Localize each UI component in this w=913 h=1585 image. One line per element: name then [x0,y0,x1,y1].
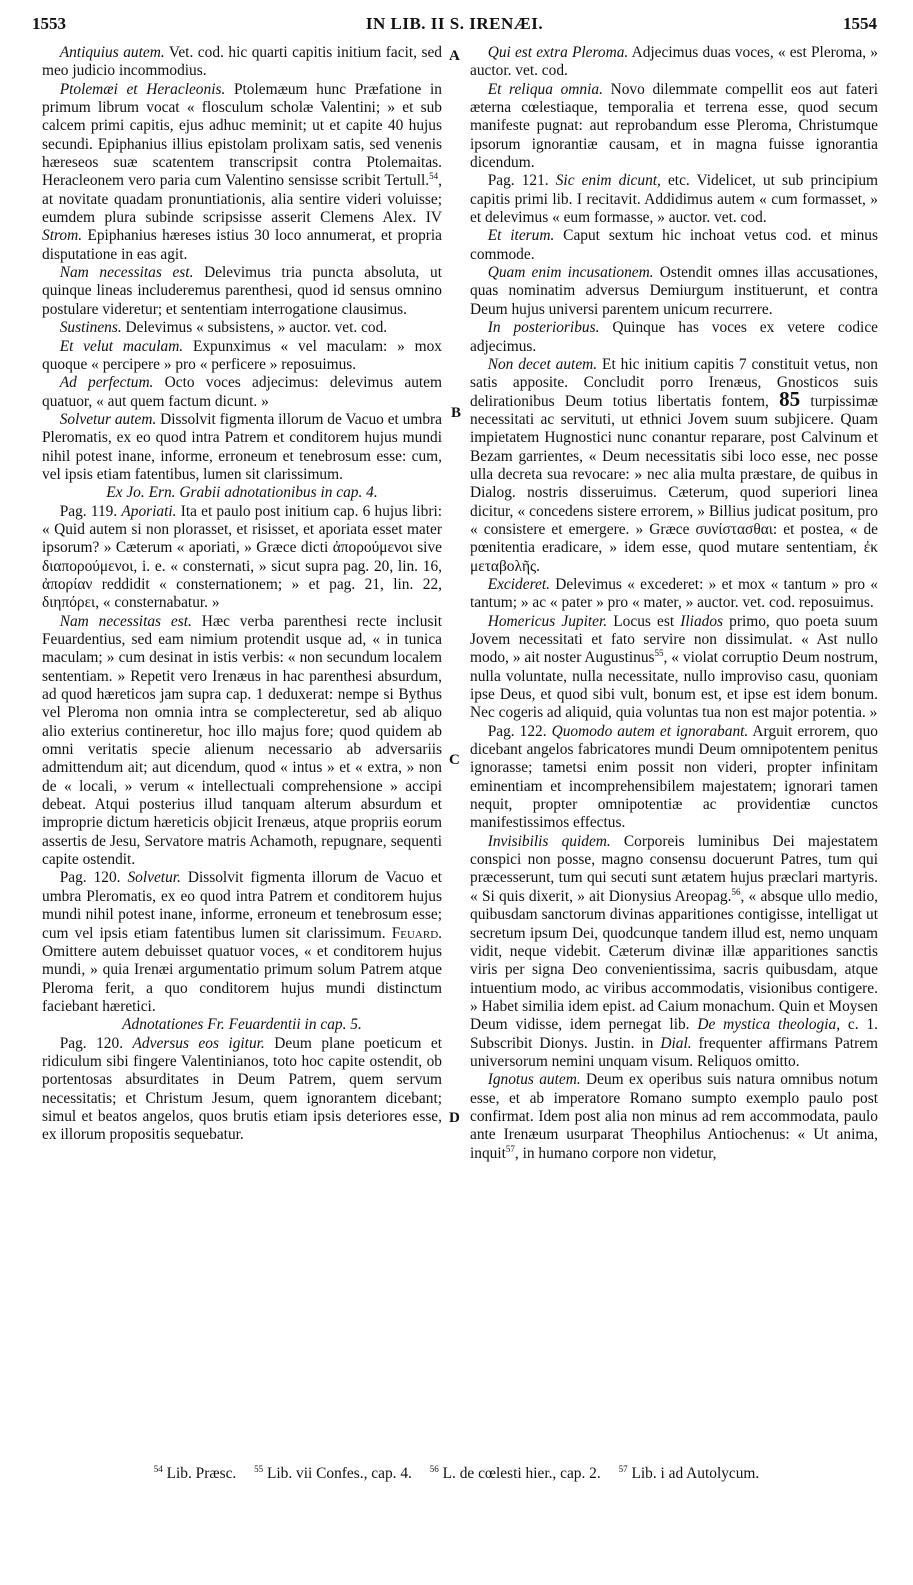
lemma: Sic enim dicunt, [555,172,661,190]
lemma: Et iterum. [487,227,555,245]
page-ref: Pag. 119. [59,502,122,520]
lemma: Solvetur. [127,869,181,887]
lemma: Non decet autem. [487,355,598,373]
lemma: Excideret. [487,575,550,593]
footnote-number: 54 [153,1463,163,1474]
margin-letter-a: A [449,48,460,64]
footnote-number: 57 [618,1463,628,1474]
footnote [430,1465,601,1482]
note-text: , at novitate quadam pronuntiationis, alia sentire videri voluisse; eumdem plura subinde scripsisse asserit Clemens Alex. IV [42,172,442,227]
note-paragraph [42,869,442,1016]
note-paragraph [470,81,878,173]
note-text: primo, quo poeta suum Jovem necessitati et fato servire non dissimulat. « Ast nullo modo, » ait noster Augustinus [470,612,878,667]
page-ref: Pag. 122. [487,722,552,740]
footnote [254,1465,412,1482]
lemma: Solvetur autem. [59,410,157,428]
work-title: Strom. [42,227,83,245]
lemma: Ptolemæi et Heracleonis. [59,80,226,98]
footnotes [40,1465,873,1483]
note-paragraph [42,264,442,319]
note-paragraph [42,503,442,613]
lemma: Quomodo autem et ignorabant. [551,722,749,740]
section-heading: Ex Jo. Ern. Grabii adnotationibus in cap. 4. [106,484,378,502]
lemma: Ignotus autem. [487,1071,581,1089]
margin-letter-d: D [449,1110,460,1126]
lemma: Et reliqua omnia. [487,80,603,98]
footnote-ref: 56 [731,886,741,897]
note-text: Expunximus « vel maculam: » mox quoque « percipere » pro « perficere » reposuimus. [42,337,442,373]
note-text: , « violat corruptio Deum nostrum, nulla voluntate, nulla necessitate, nullo improviso casu, quoniam ipse Deus, et quod sibi vult, bonum est, et ipse est idem bonum. Nec cogeris ad aliquid, quia voluntas tua non est major potentia. » [470,649,878,722]
lemma: Homericus Jupiter. [487,612,608,630]
note-text: Locus est [607,612,681,630]
left-column [42,44,442,1145]
note-paragraph [470,576,878,613]
footnote-number: 55 [254,1463,264,1474]
footnote-text: Lib. Præsc. [162,1465,237,1482]
note-text: Delevimus « subsistens, » auctor. vet. cod. [121,319,388,337]
note-paragraph [470,227,878,264]
lemma: Sustinens. [59,319,122,337]
page-header [32,14,877,44]
note-text: Ita et paulo post initium cap. 6 hujus libri: « Quid autem si non plorasset, et risisset, et aporiata esset mater ipsorum? » Cæterum « aporiati, » Græce dicti ἀπορούμενοι sive διαπορούμενοι, i. e. « consternati, » sicut supra pag. 20, lin. 16, ἀπορίαν reddidit « consternationem; » et pag. 21, lin. 22, διηπόρει, « consternabatur. » [42,502,442,612]
section-heading: Adnotationes Fr. Feuardentii in cap. 5. [122,1016,362,1034]
note-text: Omittere autem debuisset quatuor voces, « et conditorem hujus mundi, » quia Irenæi argumentatio primum solum Patrem atque Pleroma ferit, a quo conditorem hujus mundi distinctum faciebant hæretici. [42,942,442,1015]
note-text: Caput sextum hic inchoat vetus cod. et minus commode. [470,227,878,263]
footnote-text: L. de cœlesti hier., cap. 2. [438,1465,601,1482]
note-paragraph [470,613,878,723]
note-text: Deum plane poeticum et ridiculum sibi fingere Valentinianos, toto hoc capite ostendit, ob portentosas absurditates in Deum Patrem, quem servum necessitatis; et Christum Jesum, quem ignorantem dicebant; simul et beatos angelos, quos brutis etiam ipsis deteriores esse, ex illorum propositis sequebatur. [42,1034,442,1144]
lemma: Invisibilis quidem. [487,832,611,850]
note-text: Et hic initium capitis 7 constituit vetus, non satis apposite. Concludit porro Irenæus, Gnosticos suis delirationibus Deum totius libertatis fontem, [470,355,878,410]
page-number-left: 1553 [32,14,66,33]
note-text: frequenter affirmans Patrem universorum nemini unquam visum. Reliquos omitto. [470,1034,878,1070]
note-paragraph [470,44,878,81]
note-text: Hæc verba parenthesi recte inclusit Feuardentius, sed eam nimium protendit usque ad, « in tunica maculam; » cum desinat in istis verbis: « non secundum localem sententiam. » Repetit vero Irenæus in hac parenthesi absurdum, ad quod hæreticos jam supra cap. 1 deduxerat: nempe si Bythus vel Pleroma non omnia intra se complecteretur, sed ab aliquo alio exterius contineretur, hoc illo majus fore; quod quidem ab omni veritatis specie alienum necessario ab adversariis admittendum ait; aut dicendum, quod « intus » et « extra, » non de « locali, » verum « intellectuali comprehensione » accipi debeat. Atqui posterius illud tanquam alterum absurdum et improprie dictum hæreticis objicit Irenæus, atque propriis eorum assertis de Jesu, Servatore matris Achamoth, repugnare, sequenti capite ostendit. [42,612,442,869]
note-text: Ptolemæum hunc Præfatione in primum librum vocat « flosculum scholæ Valentini; » et sub calcem primi capitis, ejus adhuc meminit; ut et capite 40 hujus secundi. Epiphanius illius epistolam prolixam satis, sed venenis hæreseos suæ scatentem transcripsit contra Ptolemaitas. Heracleonem vero paria cum Valentino sensisse scribit Tertull. [42,80,442,190]
lemma: Ad perfectum. [59,374,154,392]
note-text: Delevimus « excederet: » et mox « tantum » pro « tantum; » ac « pater » pro « mater, » auctor. vet. cod. reposuimus. [470,575,878,612]
note-text: Delevimus tria puncta absoluta, ut quinque lineas includeremus parenthesi, quod id sensus omnino postulare videretur; et sententiam interrogatione clausimus. [42,264,443,318]
running-title: IN LIB. II S. IRENÆI. [365,14,544,33]
lemma: Nam necessitas est. [59,264,194,282]
lemma: Nam necessitas est. [59,612,192,630]
footnote-text: Lib. i ad Autolycum. [627,1465,760,1482]
note-paragraph [470,723,878,833]
note-text: Dissolvit figmenta illorum de Vacuo et umbra Pleromatis, ex eo quod intra Patrem et conditorem hujus mundi nihil potest inane, informe, erroneum et tenebrosum esse: cum, vel ipsis etiam fatentibus, lumen sit clarissimum. [42,410,442,483]
page-ref: Pag. 120. [59,1034,133,1052]
footnote-ref: 57 [505,1143,515,1154]
note-paragraph [470,833,878,1071]
note-paragraph [470,1071,878,1163]
note-paragraph [42,81,442,264]
lemma: Et velut maculam. [59,337,184,355]
footnote [154,1465,237,1482]
note-text: Quinque has voces ex vetere codice adjecimus. [470,319,878,355]
note-text: Ostendit omnes illas accusationes, quas nominatim adversus Demiurgum instituerunt, et contra Deum hujus universi parentem unicum recurrere. [470,264,879,318]
note-paragraph [42,1035,442,1145]
lemma: Adversus eos igitur. [132,1034,265,1052]
footnote [619,1465,760,1482]
page-ref: Pag. 120. [59,869,128,887]
lemma: Aporiati. [121,502,177,520]
note-text: , « absque ullo medio, quibusdam sanctorum divinas apparitiones contigisse, intelligat ut secretum ipsum Dei, quodcunque tandem illud est, nemo unquam vidit, neque videbit. Cæterum divinæ illæ apparitiones sanctis viris per signa Deo convenientissima, sacris quibusdam, atque intuentium modo, ac viribus accommodatis, visionibus contigere. » Habet similia idem epist. ad Caium monachum. Quin et Moysen Deum vidisse, idem pernegat lib. [470,887,878,1034]
work-title: De mystica theologia, [697,1016,841,1034]
note-text: , in humano corpore non videtur, [514,1144,717,1162]
margin-letter-b: B [451,405,462,421]
footnote-ref: 54 [429,171,439,182]
column-number: 85 [779,386,801,411]
note-paragraph [470,172,878,227]
lemma: Quam enim incusationem. [487,264,654,282]
note-paragraph [42,613,442,870]
note-paragraph [470,319,878,356]
note-text: Dissolvit figmenta illorum de Vacuo et umbra Pleromatis, ex eo quod intra Patrem et conditorem hujus mundi nihil potest inane, informe, erroneum et tenebrosum esse; cum vel ipsis etiam fatentibus lumen sit clarissimum. [42,869,442,942]
note-paragraph [42,319,442,337]
author-abbrev: Feuard. [391,924,442,942]
note-text: Deum ex operibus suis natura omnibus notum esse, et ab imperatore Romano sumpto exemplo paulo post confirmat. Idem post alia non minus ad rem accommodata, paulo ante Irenæum usurparat Theophilus Antiochenus: « Ut anima, inquit [470,1071,878,1162]
note-text: c. 1. Subscribit Dionys. Justin. in [470,1016,878,1052]
note-paragraph [42,44,442,81]
note-paragraph [42,374,442,411]
note-text: turpissimæ necessitati ac servituti, ut ethnici Jovem suum subjicere. Quam impietatem Hugnostici nunc conantur reparare, post Calvinum et Bezam garrientes, « Deum necessitatis sibi loco esse, nec posse ulla decreta sua revocare: » nec alia multa præstare, de quibus in Dialog. nostris disseruimus. Cæterum, quod superiori linea dicitur, « concedens sistere errorem, » Billius judicat positum, pro « consistere et emergere. » Græce συνίστασθαι: et postea, « de pœnitentia eradicare, » idem esse, quod mutare sententiam, ἐκ μεταβολῆς. [470,392,878,575]
note-text: Octo voces adjecimus: delevimus autem quatuor, « aut quem factum dicunt. » [42,374,442,410]
footnote-text: Lib. vii Confes., cap. 4. [263,1465,412,1482]
note-paragraph [470,356,878,576]
footnote-ref: 55 [654,648,664,659]
lemma: Antiquius autem. [59,44,165,61]
note-text: Adjecimus duas voces, « est Pleroma, » auctor. vet. cod. [470,44,878,80]
work-title: Iliados [680,612,724,630]
note-text: Vet. cod. hic quarti capitis initium facit, sed meo judicio incommodius. [42,44,443,80]
note-text: Arguit errorem, quo dicebant angelos fabricatores mundi Deum omnipotentem penitus ignorasse; tametsi enim possit non videri, propter infinitam eminentiam et incomprehensibilem majestatem; ignorari tamen nequit, propter omnipotentiæ ac providentiæ cunctos manifestissimos effectus. [470,722,878,832]
margin-letter-c: C [449,752,460,768]
lemma: In posterioribus. [487,319,600,337]
note-text: Novo dilemmate compellit eos aut fateri æterna cœlestiaque, temporalia et terrena esse, quod secum manifeste pugnat: aut reprobandum esse Pleroma, Christumque ipsorum ignorantiæ causam, et in magna fuisse ignorantia dicendum. [470,80,878,172]
note-text: Corporeis luminibus Dei majestatem conspici non posse, magno consensu docuerunt Patres, tum qui præcesserunt, tum qui secuti sunt ætatem hujus præclari martyris. « Si quis dixerit, » ait Dionysius Areopag. [470,832,878,905]
lemma: Qui est extra Pleroma. [487,44,629,61]
page-number-right: 1554 [843,14,877,33]
note-paragraph [470,264,878,319]
work-title: Dial. [660,1034,692,1052]
note-paragraph [42,338,442,375]
footnote-number: 56 [429,1463,439,1474]
page-ref: Pag. 121. [487,172,556,190]
note-text: etc. Videlicet, ut sub principium capitis primi lib. I recitavit. Addidimus autem « cum formasset, » et delevimus « eum formasse, » auctor. vet. cod. [470,172,878,227]
note-paragraph [42,411,442,484]
note-text: Epiphanius hæreses istius 30 loco annumerat, et propria disputatione in eas agit. [42,227,442,263]
right-column [470,44,878,1163]
